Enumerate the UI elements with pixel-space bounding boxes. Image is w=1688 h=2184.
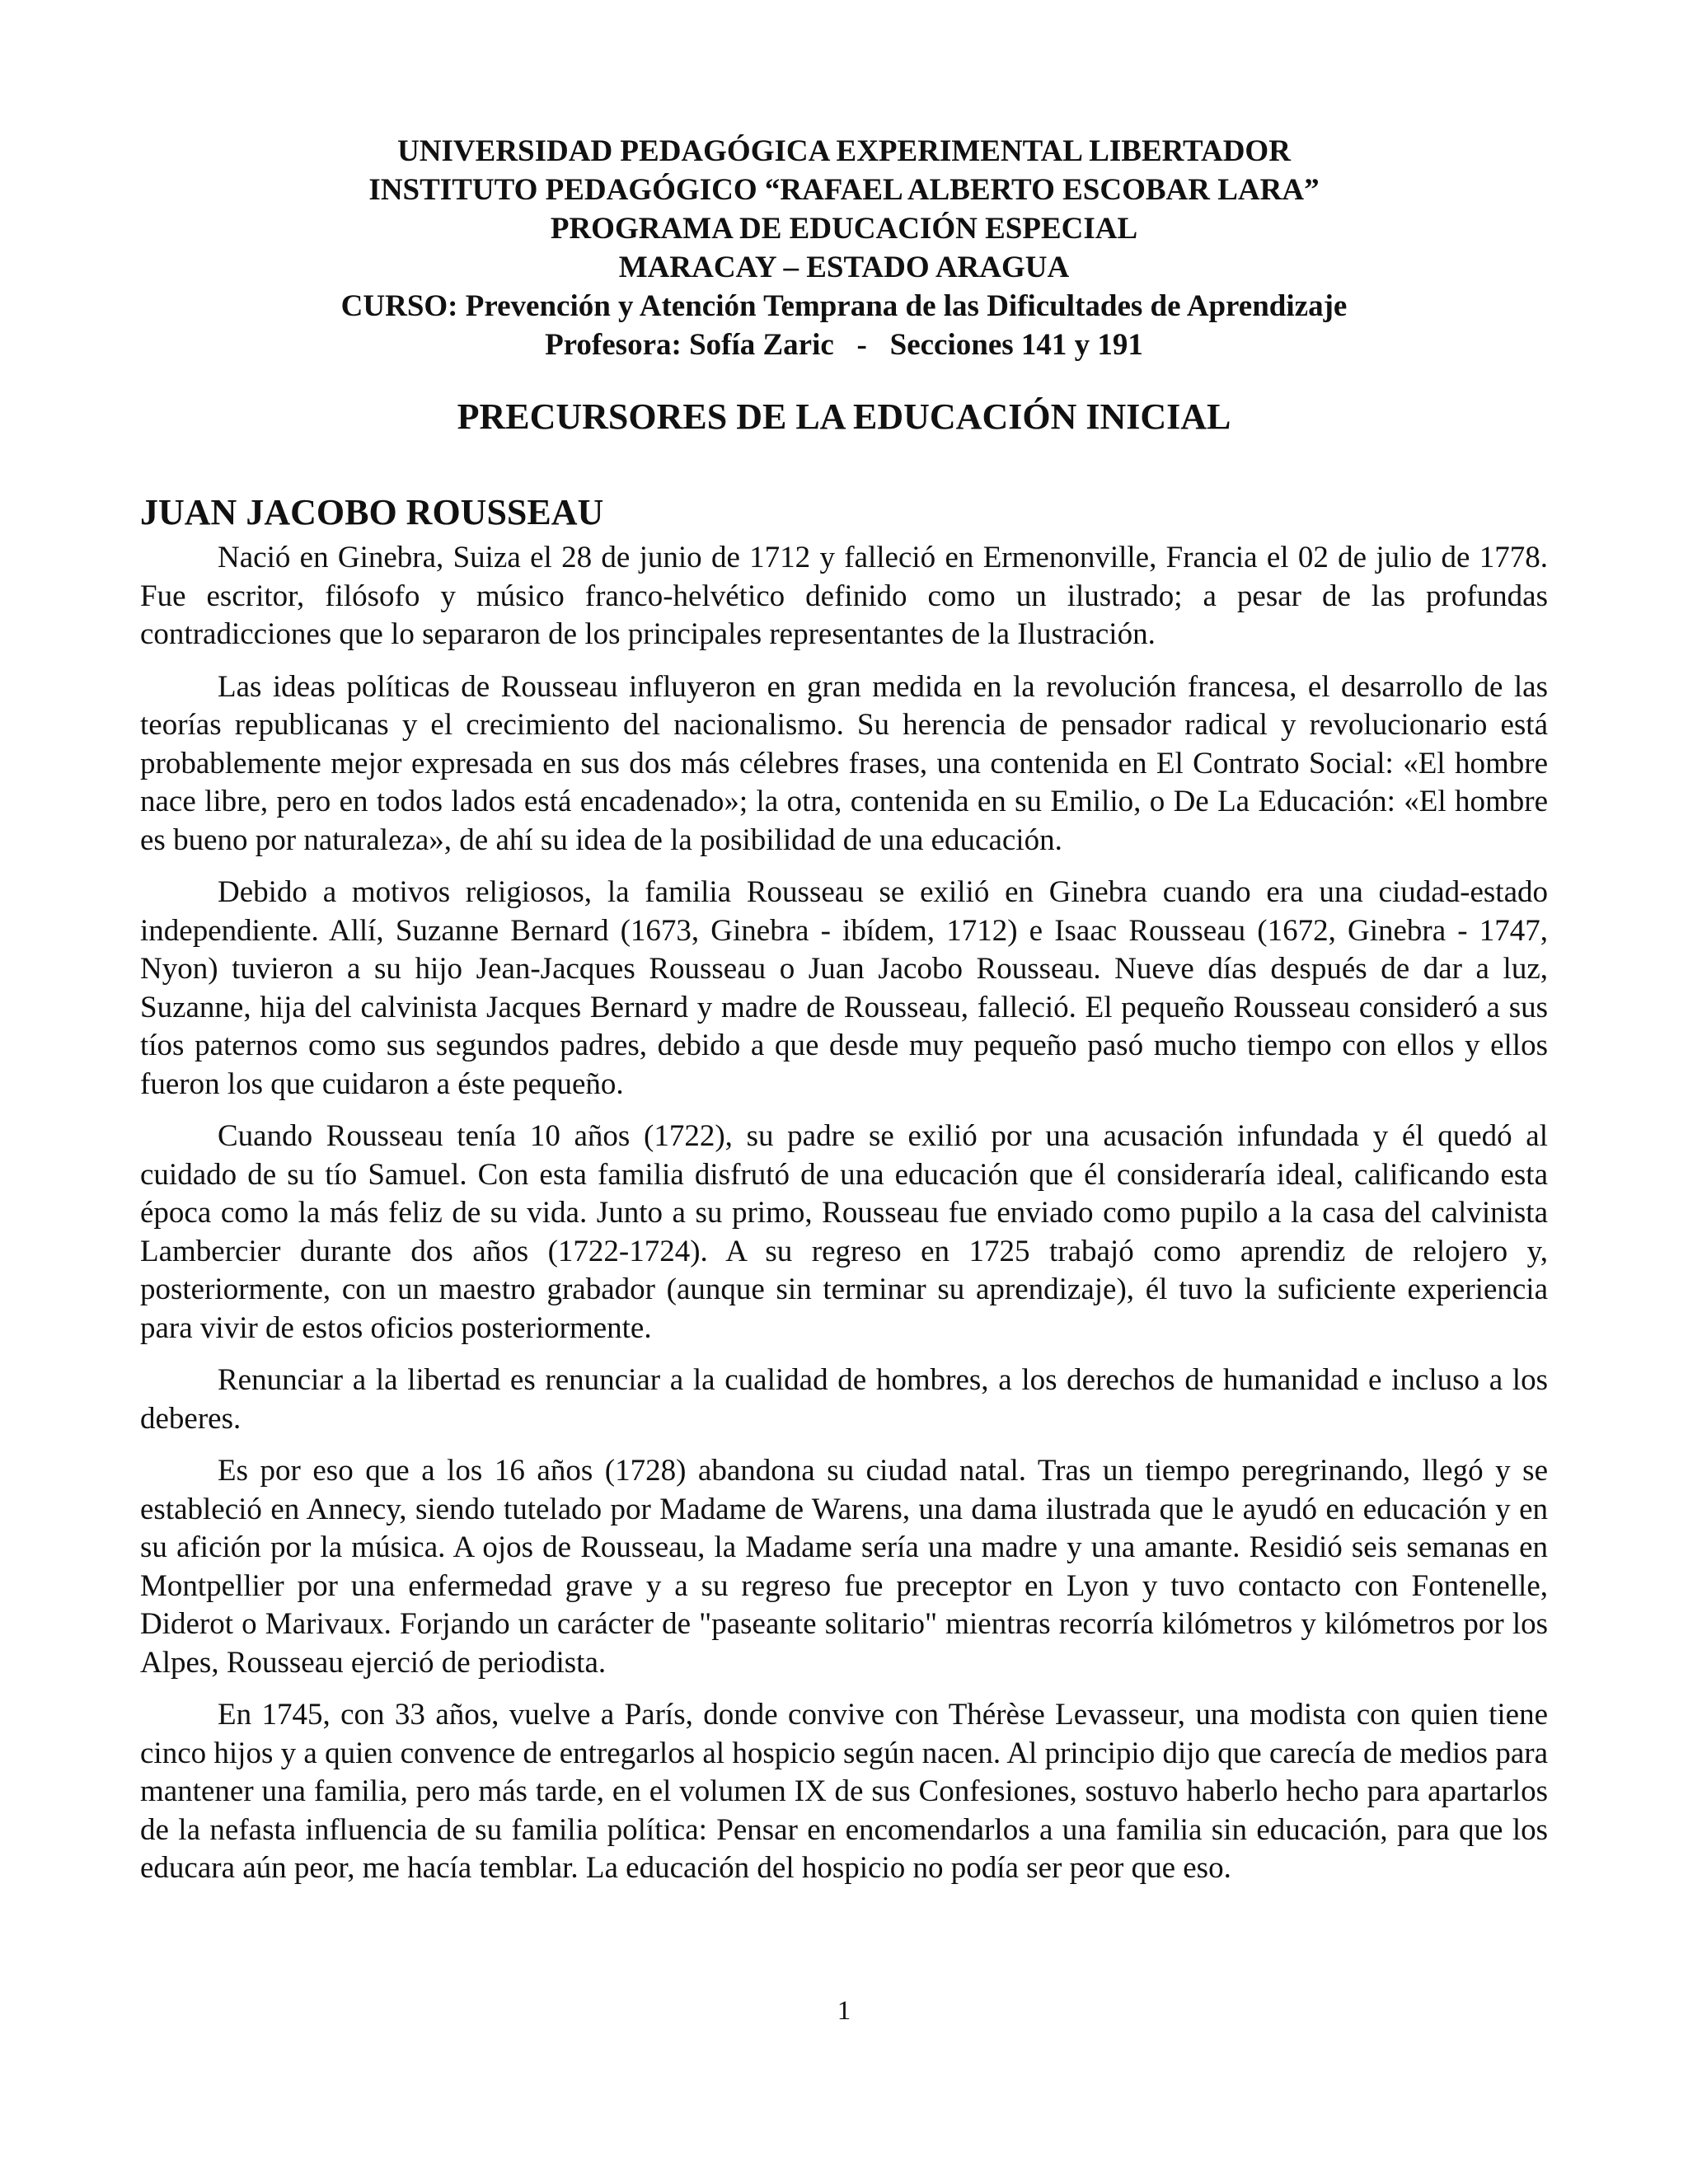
document-title: PRECURSORES DE LA EDUCACIÓN INICIAL — [457, 396, 1231, 437]
paragraph: Cuando Rousseau tenía 10 años (1722), su padre se exilió por una acusación infundada y él quedó al cuidado de su tío Samuel. Con esta familia disfrutó de una educación que él consideraría ideal, calificando esta época como la más feliz de su vida. Junto a su primo, Rousseau fue enviado como pupilo a la casa del calvinista Lambercier durante dos años (1722-1724). A su regreso en 1725 trabajó como aprendiz de relojero y, posteriormente, con un maestro grabador (aunque sin terminar su aprendizaje), él tuvo la suficiente experiencia para vivir de estos oficios posteriormente. — [140, 1119, 1548, 1345]
paragraph: Nació en Ginebra, Suiza el 28 de junio de 1712 y falleció en Ermenonville, Francia el 02 de julio de 1778. Fue escritor, filósofo y músico franco-helvético definido como un ilustrado; a pesar de las profundas contradicciones que lo separaron de los principales representantes de la Ilustración. — [140, 541, 1548, 651]
paragraph: Las ideas políticas de Rousseau influyeron en gran medida en la revolución francesa, el desarrollo de las teorías republicanas y el crecimiento del nacionalismo. Su herencia de pensador radical y revolucionario está probablemente mejor expresada en sus dos más célebres frases, una contenida en El Contrato Social: «El hombre nace libre, pero en todos lados está encadenado»; la otra, contenida en su Emilio, o De La Educación: «El hombre es bueno por naturaleza», de ahí su idea de la posibilidad de una educación. — [140, 669, 1548, 857]
section-heading: JUAN JACOBO ROUSSEAU — [140, 492, 604, 532]
header-line-institute: INSTITUTO PEDAGÓGICO “RAFAEL ALBERTO ESCOBAR LARA” — [368, 173, 1320, 207]
header-line-course: CURSO: Prevención y Atención Temprana de las Dificultades de Aprendizaje — [340, 289, 1348, 323]
header-line-location: MARACAY – ESTADO ARAGUA — [618, 251, 1070, 284]
paragraph: Debido a motivos religiosos, la familia Rousseau se exilió en Ginebra cuando era una ciudad-estado independiente. Allí, Suzanne Bernard (1673, Ginebra - ibídem, 1712) e Isaac Rousseau (1672, Ginebra - 1747, Nyon) tuvieron a su hijo Jean-Jacques Rousseau o Juan Jacobo Rousseau. Nueve días después de dar a luz, Suzanne, hija del calvinista Jacques Bernard y madre de Rousseau, falleció. El pequeño Rousseau consideró a sus tíos paternos como sus segundos padres, debido a que desde muy pequeño pasó mucho tiempo con ellos y ellos fueron los que cuidaron a éste pequeño. — [140, 875, 1548, 1101]
header-line-program: PROGRAMA DE EDUCACIÓN ESPECIAL — [550, 212, 1138, 246]
header-line-professor: Profesora: Sofía Zaric - Secciones 141 y 191 — [545, 328, 1143, 362]
institution-header — [140, 132, 1548, 364]
paragraph: Es por eso que a los 16 años (1728) abandona su ciudad natal. Tras un tiempo peregrinando, llegó y se estableció en Annecy, siendo tutelado por Madame de Warens, una dama ilustrada que le ayudó en educación y en su afición por la música. A ojos de Rousseau, la Madame sería una madre y una amante. Residió seis semanas en Montpellier por una enfermedad grave y a su regreso fue preceptor en Lyon y tuvo contacto con Fontenelle, Diderot o Marivaux. Forjando un carácter de "paseante solitario" mientras recorría kilómetros y kilómetros por los Alpes, Rousseau ejerció de periodista. — [140, 1454, 1548, 1680]
header-line-university: UNIVERSIDAD PEDAGÓGICA EXPERIMENTAL LIBERTADOR — [397, 134, 1291, 168]
paragraph: En 1745, con 33 años, vuelve a París, donde convive con Thérèse Levasseur, una modista con quien tiene cinco hijos y a quien convence de entregarlos al hospicio según nacen. Al principio dijo que carecía de medios para mantener una familia, pero más tarde, en el volumen IX de sus Confesiones, sostuvo haberlo hecho para apartarlos de la nefasta influencia de su familia política: Pensar en encomendarlos a una familia sin educación, para que los educara aún peor, me hacía temblar. La educación del hospicio no podía ser peor que eso. — [140, 1698, 1548, 1885]
paragraph: Renunciar a la libertad es renunciar a la cualidad de hombres, a los derechos de humanidad e incluso a los deberes. — [140, 1363, 1548, 1436]
page-number: 1 — [837, 1996, 851, 2026]
